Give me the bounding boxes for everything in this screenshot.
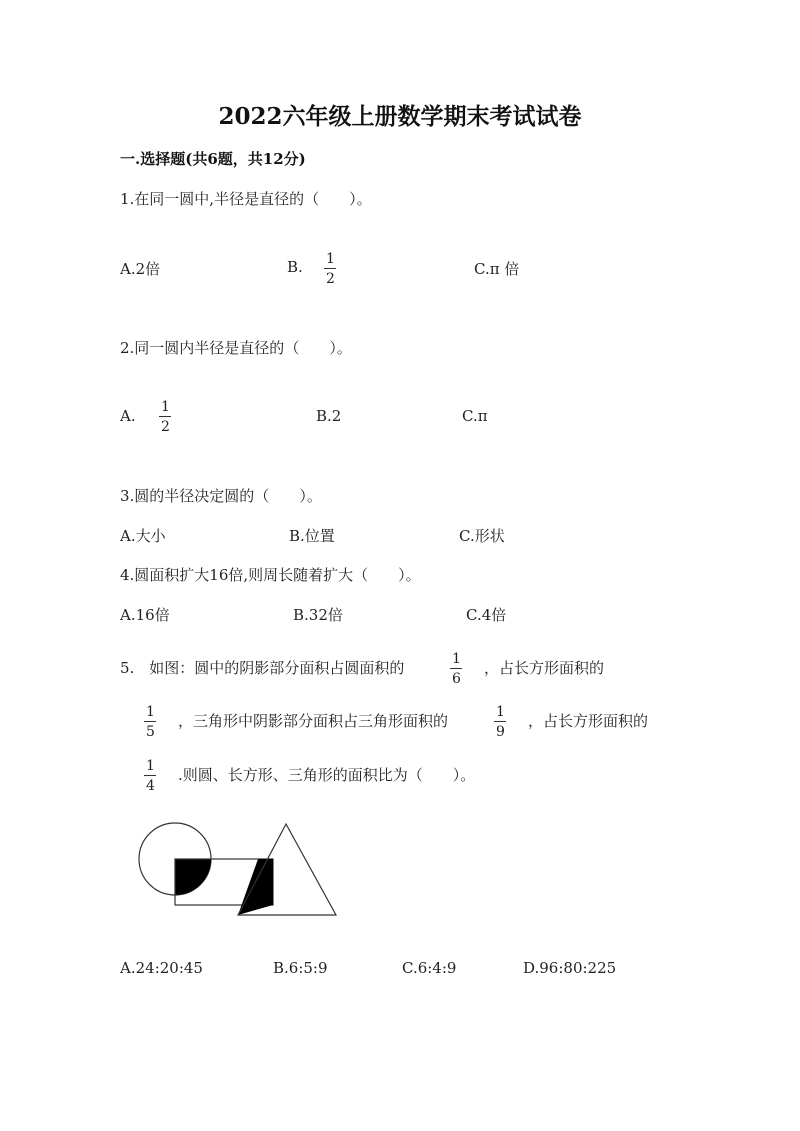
fraction-numerator: 1 [146, 758, 155, 774]
fraction-denominator: 2 [326, 271, 335, 287]
question-1-stem: 1.在同一圆中,半径是直径的（ ）。 [120, 190, 372, 208]
q5-option-c: C.6:4:9 [402, 959, 457, 977]
fraction-denominator: 6 [452, 671, 461, 687]
fraction-numerator: 1 [452, 651, 461, 667]
fraction-denominator: 2 [161, 419, 170, 435]
q4-option-c: C.4倍 [466, 606, 507, 624]
question-3-stem: 3.圆的半径决定圆的（ ）。 [120, 487, 322, 505]
q2-option-a-fraction [159, 400, 172, 434]
q5-fraction-1 [450, 652, 463, 686]
q1-option-b-fraction [324, 252, 337, 286]
q5-fraction-4 [144, 759, 157, 793]
q3-option-b: B.位置 [289, 527, 335, 545]
q2-option-a: A. [120, 407, 136, 425]
fraction-denominator: 4 [146, 778, 155, 794]
question-2-stem: 2.同一圆内半径是直径的（ ）。 [120, 339, 352, 357]
triangle-shaded-region [238, 859, 273, 915]
section-heading: 一.选择题(共6题，共12分) [120, 150, 306, 168]
page-title: 2022六年级上册数学期末考试试卷 [218, 103, 582, 130]
q1-option-c: C.π 倍 [474, 260, 520, 278]
fraction-numerator: 1 [326, 251, 335, 267]
q2-option-b: B.2 [316, 407, 342, 425]
fraction-numerator: 1 [146, 704, 155, 720]
fraction-denominator: 5 [146, 724, 155, 740]
q2-option-c: C.π [462, 407, 488, 425]
question-5-line1-end: ，占长方形面积的 [484, 659, 605, 677]
question-4-stem: 4.圆面积扩大16倍,则周长随着扩大（ ）。 [120, 566, 421, 584]
question-5-line2-end: ，占长方形面积的 [528, 712, 649, 730]
q5-option-b: B.6:5:9 [273, 959, 328, 977]
q5-geometry-figure [130, 818, 345, 920]
question-5-line1-start: 5. 如图：圆中的阴影部分面积占圆面积的 [120, 659, 405, 677]
q4-option-b: B.32倍 [293, 606, 343, 624]
q4-option-a: A.16倍 [120, 606, 170, 624]
fraction-numerator: 1 [496, 704, 505, 720]
question-5-line2-start: ，三角形中阴影部分面积占三角形面积的 [178, 712, 449, 730]
q5-option-d: D.96:80:225 [523, 959, 617, 977]
q5-option-a: A.24:20:45 [120, 959, 203, 977]
q3-option-a: A.大小 [120, 527, 166, 545]
q5-fraction-2 [144, 705, 157, 739]
q3-option-c: C.形状 [459, 527, 505, 545]
fraction-denominator: 9 [496, 724, 505, 740]
fraction-numerator: 1 [161, 399, 170, 415]
q5-fraction-3 [494, 705, 507, 739]
q1-option-b: B. [287, 258, 303, 276]
circle-shaded-sector [175, 859, 211, 895]
q1-option-a: A.2倍 [120, 260, 161, 278]
question-5-line3: .则圆、长方形、三角形的面积比为（ ）。 [178, 766, 476, 784]
